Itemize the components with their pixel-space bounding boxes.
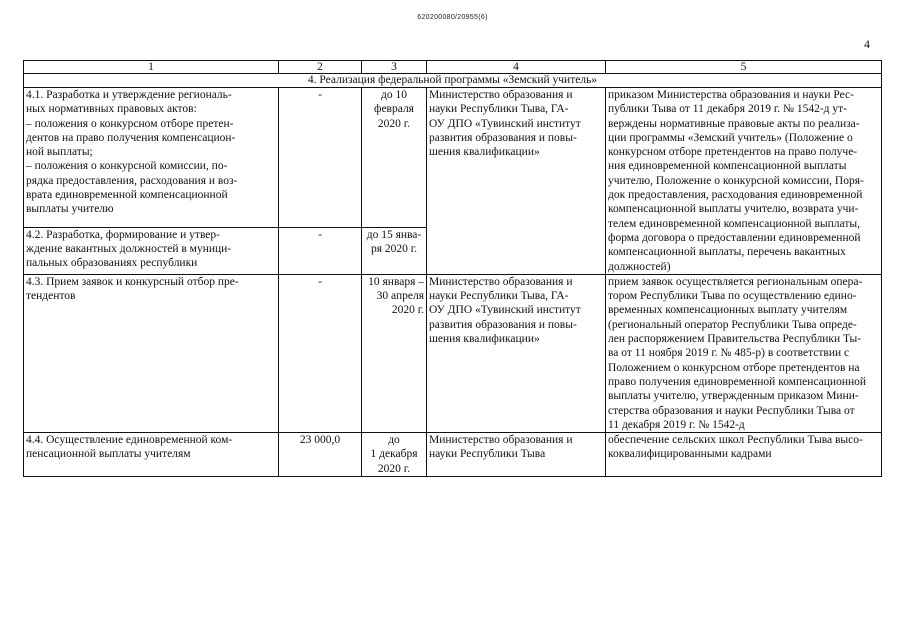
section-title: 4. Реализация федеральной программы «Земский учитель»: [24, 74, 882, 88]
column-number-row: [24, 61, 882, 74]
column-number: 5: [606, 61, 882, 74]
executor-cell: Министерство образования и науки Республики Тыва: [427, 433, 606, 477]
result-cell: обеспечение сельских школ Республики Тыва высо- коквалифицированными кадрами: [606, 433, 882, 477]
column-number: 2: [279, 61, 362, 74]
executor-cell: Министерство образования и науки Республики Тыва, ГА- ОУ ДПО «Тувинский институт развития образования и повы- шения квалификации»: [427, 88, 606, 275]
amount-cell: -: [279, 227, 362, 274]
item-cell: 4.4. Осуществление единовременной ком- пенсационной выплаты учителям: [24, 433, 279, 477]
amount-cell: 23 000,0: [279, 433, 362, 477]
table-row: [24, 433, 882, 477]
item-cell: 4.3. Прием заявок и конкурсный отбор пре- тендентов: [24, 274, 279, 432]
amount-cell: -: [279, 88, 362, 228]
item-cell: 4.1. Разработка и утверждение региональ- ных нормативных правовых актов: – положения о конкурсном отборе претен- дентов на право получения компенсацион- ной выплаты; – положения о конкурсной комиссии, по- рядка предоставления, расходования и воз- врата единовременной компенсационной выплаты учителю: [24, 88, 279, 228]
item-cell: 4.2. Разработка, формирование и утвер- ждение вакантных должностей в муници- пальных образованиях республики: [24, 227, 279, 274]
page-number: 4: [864, 37, 870, 51]
table-row: [24, 274, 882, 432]
table-row: [24, 88, 882, 228]
amount-cell: -: [279, 274, 362, 432]
deadline-cell: до 15 янва- ря 2020 г.: [362, 227, 427, 274]
executor-cell: Министерство образования и науки Республики Тыва, ГА- ОУ ДПО «Тувинский институт развития образования и повы- шения квалификации»: [427, 274, 606, 432]
section-row: [24, 74, 882, 88]
result-cell: приказом Министерства образования и науки Рес- публики Тыва от 11 декабря 2019 г. № 1542-д ут- верждены нормативные правовые акты по реализа- ции программы «Земский учитель» (Положение о конкурсном отборе претендентов на право получе- ния единовременной компенсационной выплаты учителю, Положение о конкурсной комиссии, Поря- док предоставления, расходования единовременной компенсационной выплаты учителю, возврата учи- телем единовременной компенсационной выплаты, форма договора о предоставлении единовременной компенсационной выплаты, перечень вакантных должностей): [606, 88, 882, 275]
result-cell: прием заявок осуществляется региональным опера- тором Республики Тыва по осуществлению едино- временных компенсационных выплату учителям (региональный оператор Республики Тыва опреде- лен распоряжением Правительства Республики Ты- ва от 11 ноября 2019 г. № 485-р) в соответствии с Положением о конкурсном отборе претендентов на право получения единовременной компенсационной выплаты учителю, утвержденным приказом Мини- стерства образования и науки Республики Тыва от 11 декабря 2019 г. № 1542-д: [606, 274, 882, 432]
column-number: 4: [427, 61, 606, 74]
deadline-cell: до 1 декабря 2020 г.: [362, 433, 427, 477]
deadline-cell: 10 января – 30 апреля 2020 г.: [362, 274, 427, 432]
column-number: 3: [362, 61, 427, 74]
plan-table: [23, 60, 882, 477]
document-id: 620200080/20955(6): [417, 14, 488, 21]
deadline-cell: до 10 февраля 2020 г.: [362, 88, 427, 228]
column-number: 1: [24, 61, 279, 74]
